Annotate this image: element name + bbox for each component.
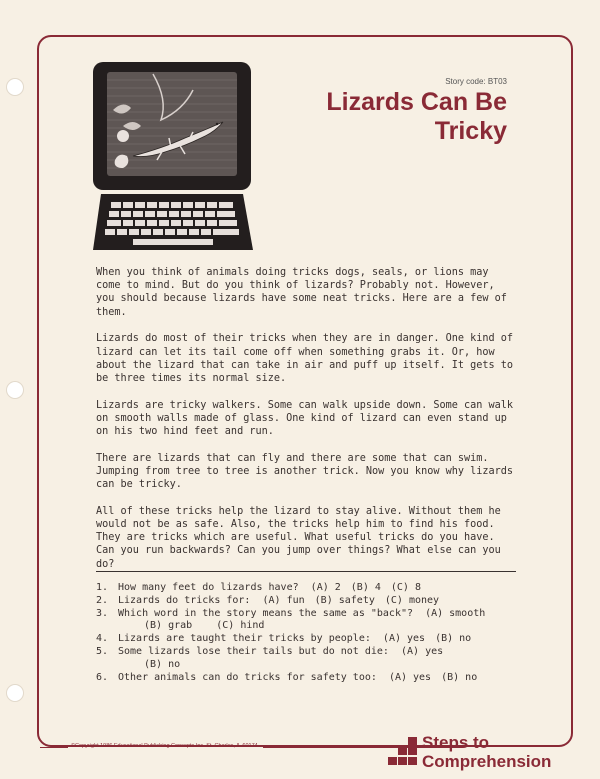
- question-continuation[interactable]: (B) grab (C) hind: [144, 620, 265, 632]
- question-number: 1.: [96, 582, 109, 593]
- question-item: [96, 646, 516, 659]
- stair-steps-icon: [386, 735, 420, 773]
- question-body: [118, 672, 487, 685]
- option[interactable]: (A) yes: [388, 671, 432, 683]
- option[interactable]: (A) fun: [262, 594, 305, 606]
- question-body: [118, 633, 481, 646]
- question-item: [96, 595, 516, 608]
- story-paragraph: All of these tricks help the lizard to stay alive. Without them he would not be as safe. Also, the tricks help him to find his food. They are tricks which are useful. What useful tricks do you have. Can you run backwards? Can you jump over things? What else can you do?: [96, 505, 501, 570]
- option[interactable]: (A) smooth: [425, 607, 486, 619]
- option[interactable]: (A) yes: [382, 633, 426, 645]
- story-paragraph: Lizards are tricky walkers. Some can walk upside down. Some can walk on smooth walls made of glass. One kind of lizard can even stand up on his two hind feet and run.: [96, 399, 514, 438]
- question-body: [118, 608, 495, 621]
- question-number: 6.: [96, 671, 109, 683]
- brand-name: [422, 733, 551, 771]
- story-code: Story code: BT03: [445, 77, 507, 86]
- question-list: [96, 582, 516, 684]
- page-title: [247, 88, 507, 146]
- punch-hole-top: [6, 78, 24, 96]
- question-number: 5.: [96, 645, 109, 657]
- punch-hole-middle: [6, 381, 24, 399]
- option[interactable]: (B) safety: [314, 594, 375, 606]
- question-text: Lizards are taught their tricks by people:: [118, 633, 371, 645]
- question-continuation[interactable]: (B) no: [144, 658, 181, 670]
- brand-line-2: Comprehension: [422, 752, 552, 771]
- question-item: [96, 582, 516, 595]
- option[interactable]: (B) 4: [350, 582, 381, 593]
- question-text: Lizards do tricks for:: [118, 594, 251, 606]
- question-text: How many feet do lizards have?: [118, 582, 299, 593]
- option[interactable]: (C) 8: [390, 582, 421, 593]
- story-paragraph: There are lizards that can fly and there are some that can swim. Jumping from tree to tree is another trick. Now you know why lizards can be tricky.: [96, 452, 514, 491]
- footer-rule-left: [40, 747, 68, 748]
- question-number: 3.: [96, 607, 109, 619]
- question-text: Other animals can do tricks for safety too:: [118, 671, 377, 683]
- brand-line-1: Steps to: [422, 733, 490, 752]
- option[interactable]: (A) yes: [400, 645, 444, 657]
- question-number: 2.: [96, 594, 109, 606]
- question-text: Some lizards lose their tails but do not die:: [118, 645, 389, 657]
- story-paragraph: Lizards do most of their tricks when they are in danger. One kind of lizard can let its tail come off when something grabs it. Or, how about the lizard that can take in air and puff up itself. It gets to be three times its normal size.: [96, 333, 514, 384]
- option[interactable]: (B) no: [435, 633, 472, 645]
- laptop-lizard-illustration: [93, 60, 255, 252]
- title-line-1: Lizards Can Be: [326, 88, 507, 116]
- question-body: [118, 646, 453, 659]
- question-item: [96, 672, 516, 685]
- option[interactable]: (A) 2: [310, 582, 341, 593]
- story-text: [96, 266, 516, 584]
- question-item: [96, 633, 516, 646]
- option[interactable]: (C) money: [384, 594, 440, 606]
- question-number: 4.: [96, 633, 109, 645]
- question-body: [118, 582, 431, 595]
- section-divider: [96, 571, 516, 572]
- question-item: [96, 608, 516, 621]
- copyright-notice: ©Copyright 1986 Educational Publishing Concepts Inc. St. Charles, IL 60174: [71, 743, 258, 749]
- punch-hole-bottom: [6, 684, 24, 702]
- title-line-2: Tricky: [434, 117, 507, 145]
- story-paragraph: When you think of animals doing tricks dogs, seals, or lions may come to mind. But do you think of lizards? Probably not. However, you should because lizards have some neat tricks. Here are a few of them.: [96, 267, 507, 318]
- question-body: [118, 595, 449, 608]
- question-text: Which word in the story means the same as "back"?: [118, 607, 414, 619]
- option[interactable]: (B) no: [441, 671, 478, 683]
- steps-to-comprehension-logo: [386, 733, 586, 775]
